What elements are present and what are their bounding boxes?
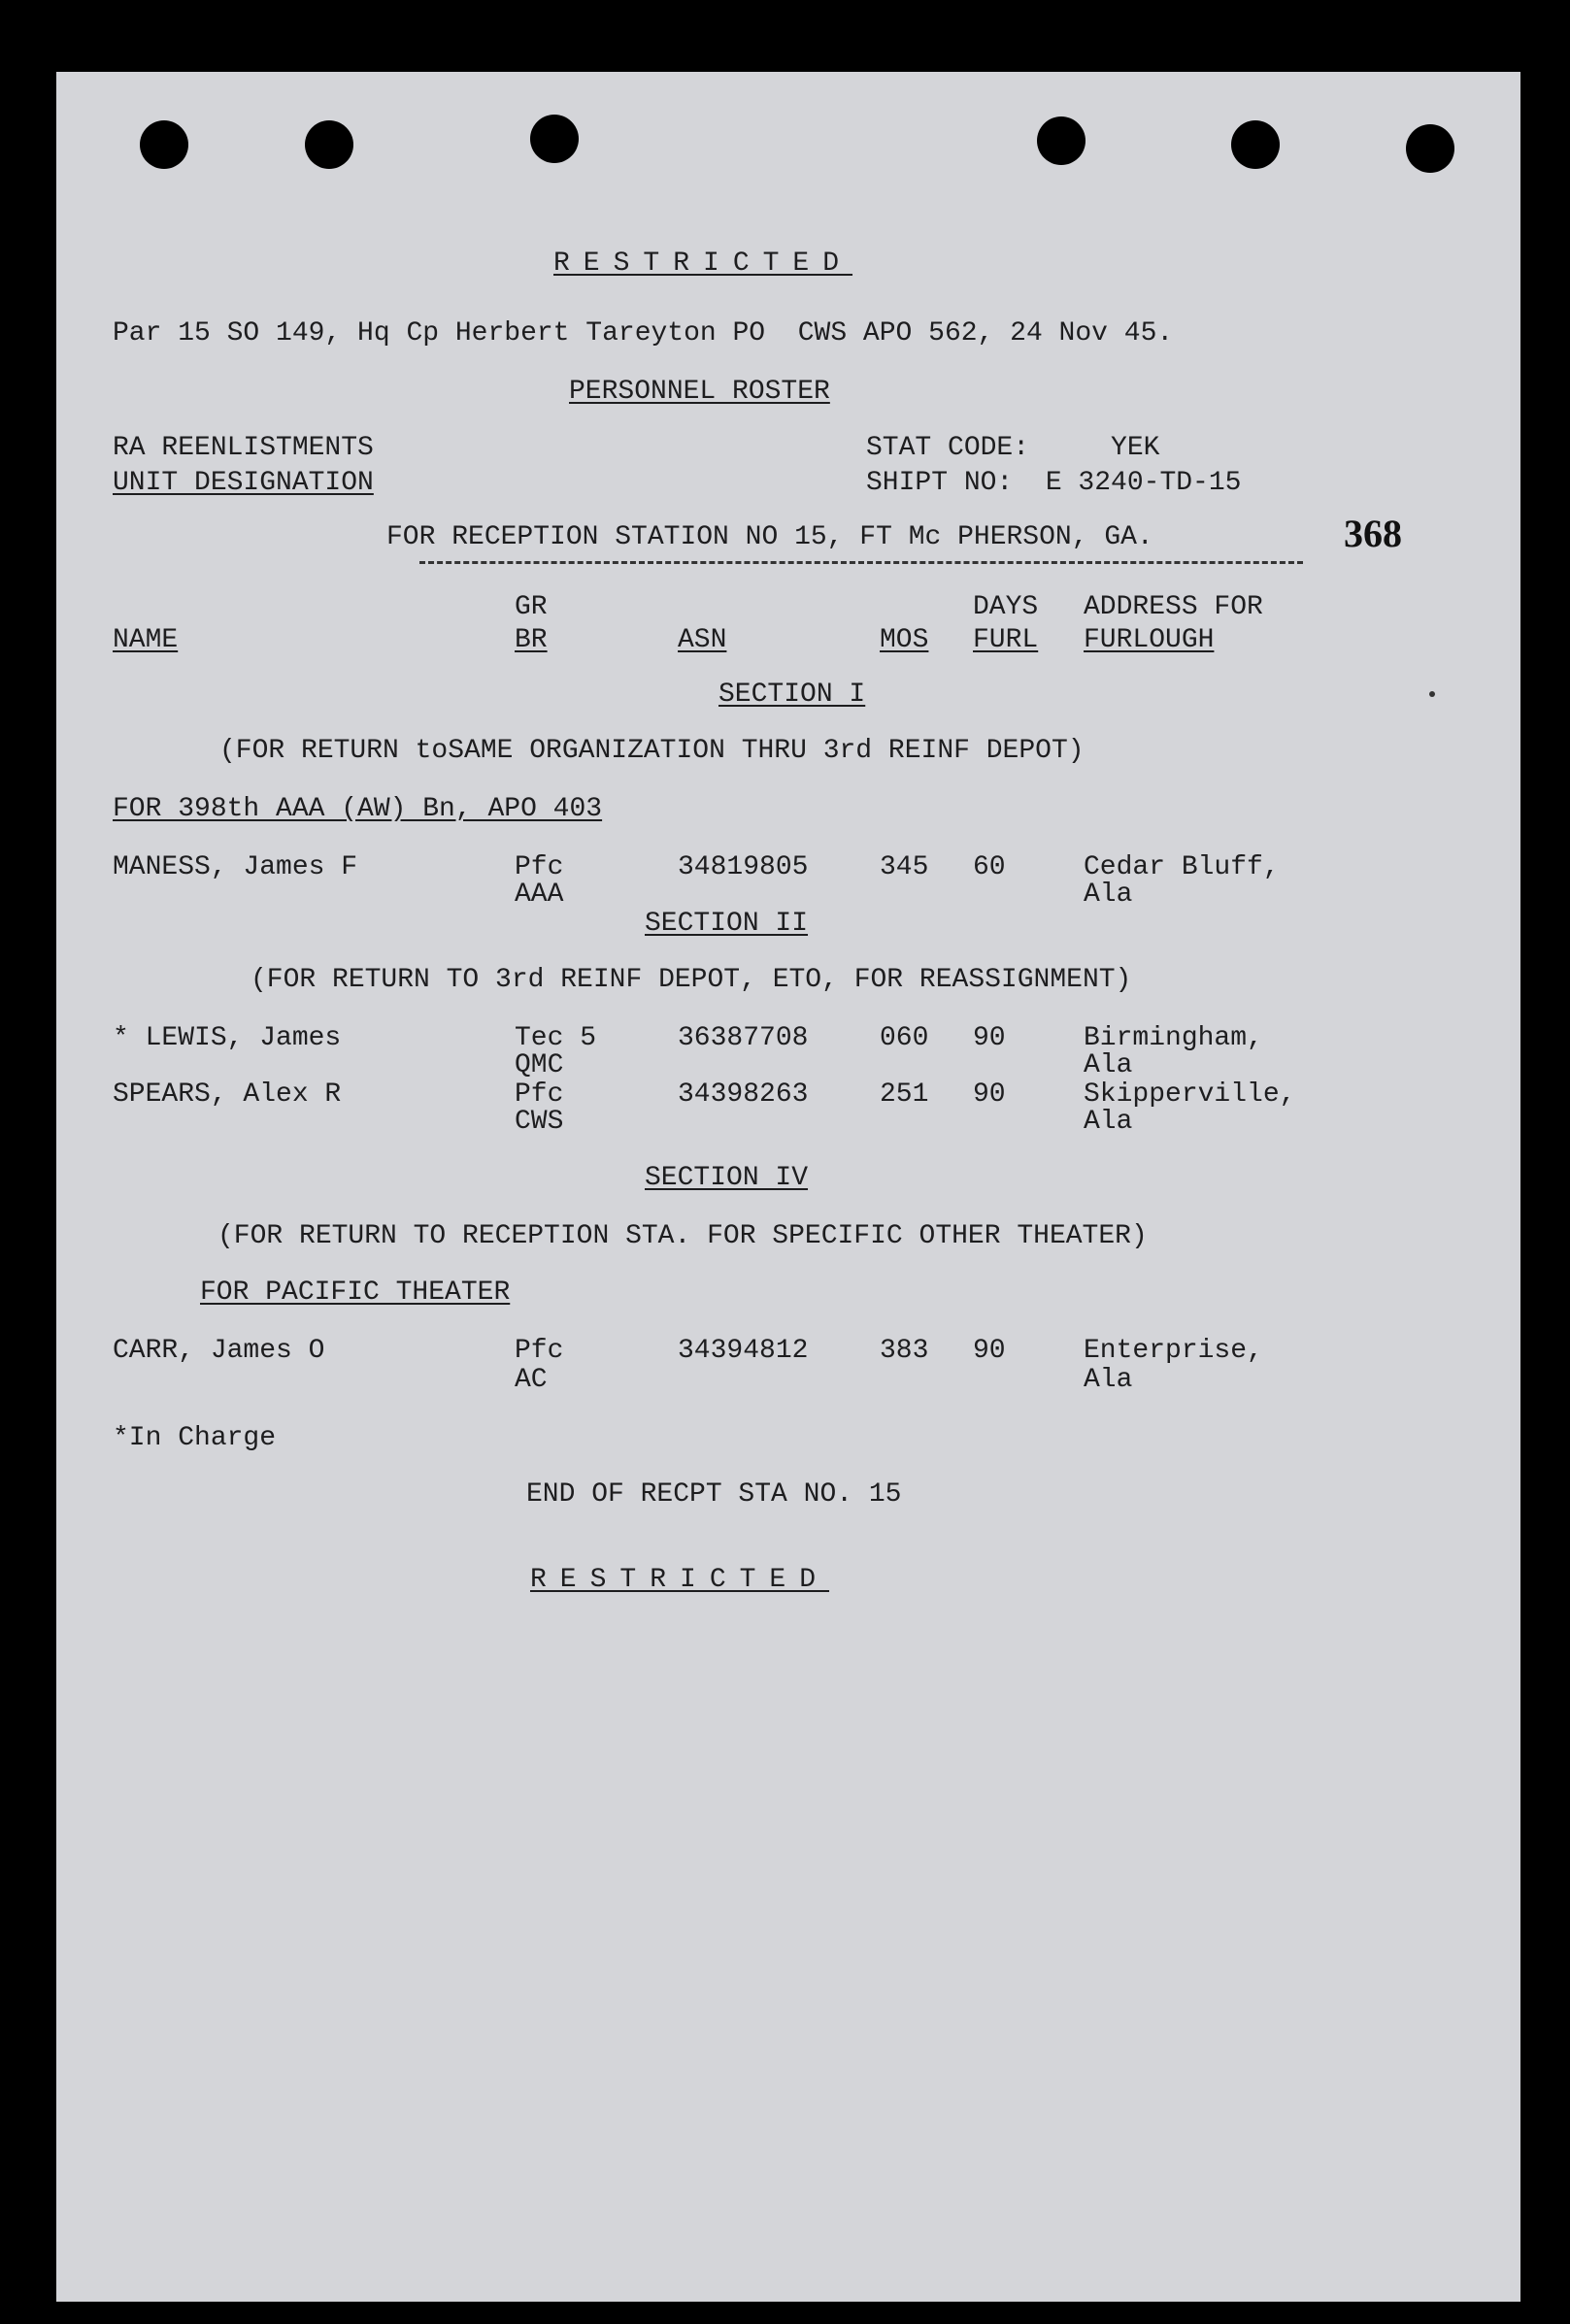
document-number: 368 (1344, 512, 1402, 555)
stat-code: STAT CODE: YEK (866, 433, 1160, 463)
table-cell-address-1: Cedar Bluff, (1084, 852, 1280, 882)
section-1-unit: FOR 398th AAA (AW) Bn, APO 403 (113, 794, 603, 824)
table-cell-name: CARR, James O (113, 1336, 325, 1366)
table-cell-gr: Tec 5 (515, 1023, 597, 1053)
paper-speck (1429, 691, 1435, 697)
shipment-number: SHIPT NO: E 3240-TD-15 (866, 468, 1242, 498)
table-cell-address-2: Ala (1084, 880, 1133, 910)
section-1-subtitle: (FOR RETURN toSAME ORGANIZATION THRU 3rd REINF DEPOT) (219, 736, 1085, 766)
punch-hole (140, 120, 188, 169)
table-cell-name: MANESS, James F (113, 852, 358, 882)
punch-hole (1406, 124, 1454, 173)
table-cell-asn: 34394812 (678, 1336, 809, 1366)
table-cell-address-1: Birmingham, (1084, 1023, 1263, 1053)
table-cell-days: 60 (973, 852, 1006, 882)
order-reference: Par 15 SO 149, Hq Cp Herbert Tareyton PO CWS APO 562, 24 Nov 45. (113, 318, 1174, 349)
table-cell-address-2: Ala (1084, 1365, 1133, 1395)
classification-bottom: RESTRICTED (530, 1565, 830, 1595)
table-cell-gr: Pfc (515, 852, 564, 882)
end-of-station: END OF RECPT STA NO. 15 (526, 1479, 902, 1510)
section-4-unit: FOR PACIFIC THEATER (200, 1278, 511, 1308)
col-br: BR (515, 625, 548, 655)
table-cell-mos: 345 (880, 852, 929, 882)
unit-line-1: RA REENLISTMENTS (113, 433, 374, 463)
table-cell-asn: 34398263 (678, 1079, 809, 1110)
in-charge-note: *In Charge (113, 1423, 277, 1453)
reception-station: FOR RECEPTION STATION NO 15, FT Mc PHERSON, GA. (386, 522, 1153, 552)
table-cell-address-2: Ala (1084, 1050, 1133, 1080)
table-cell-name: SPEARS, Alex R (113, 1079, 342, 1110)
col-address-2: FURLOUGH (1084, 625, 1215, 655)
col-name: NAME (113, 625, 179, 655)
table-cell-br: QMC (515, 1050, 564, 1080)
section-4-title: SECTION IV (645, 1163, 809, 1193)
section-2-subtitle: (FOR RETURN TO 3rd REINF DEPOT, ETO, FOR REASSIGNMENT) (251, 965, 1132, 995)
roster-title: PERSONNEL ROSTER (569, 377, 830, 407)
document-page (56, 72, 1520, 2302)
table-cell-gr: Pfc (515, 1079, 564, 1110)
section-2-title: SECTION II (645, 909, 809, 939)
table-cell-asn: 34819805 (678, 852, 809, 882)
table-cell-address-1: Enterprise, (1084, 1336, 1263, 1366)
table-cell-address-2: Ala (1084, 1107, 1133, 1137)
table-cell-mos: 251 (880, 1079, 929, 1110)
col-asn: ASN (678, 625, 727, 655)
table-cell-br: AAA (515, 880, 564, 910)
table-cell-address-1: Skipperville, (1084, 1079, 1296, 1110)
table-cell-days: 90 (973, 1336, 1006, 1366)
punch-hole (1037, 116, 1086, 165)
table-cell-br: AC (515, 1365, 548, 1395)
table-cell-mos: 383 (880, 1336, 929, 1366)
table-cell-mos: 060 (880, 1023, 929, 1053)
col-address-1: ADDRESS FOR (1084, 592, 1263, 622)
section-1-title: SECTION I (718, 680, 866, 710)
col-days: DAYS (973, 592, 1039, 622)
table-cell-days: 90 (973, 1023, 1006, 1053)
table-cell-name: * LEWIS, James (113, 1023, 342, 1053)
punch-hole (305, 120, 353, 169)
unit-line-2: UNIT DESIGNATION (113, 468, 374, 498)
section-4-subtitle: (FOR RETURN TO RECEPTION STA. FOR SPECIFIC OTHER THEATER) (217, 1221, 1148, 1251)
dashed-rule (419, 561, 1303, 564)
table-cell-gr: Pfc (515, 1336, 564, 1366)
table-cell-asn: 36387708 (678, 1023, 809, 1053)
table-cell-days: 90 (973, 1079, 1006, 1110)
col-gr: GR (515, 592, 548, 622)
table-cell-br: CWS (515, 1107, 564, 1137)
col-furl: FURL (973, 625, 1039, 655)
classification-top: RESTRICTED (553, 249, 853, 279)
punch-hole (1231, 120, 1280, 169)
punch-hole (530, 115, 579, 163)
col-mos: MOS (880, 625, 929, 655)
